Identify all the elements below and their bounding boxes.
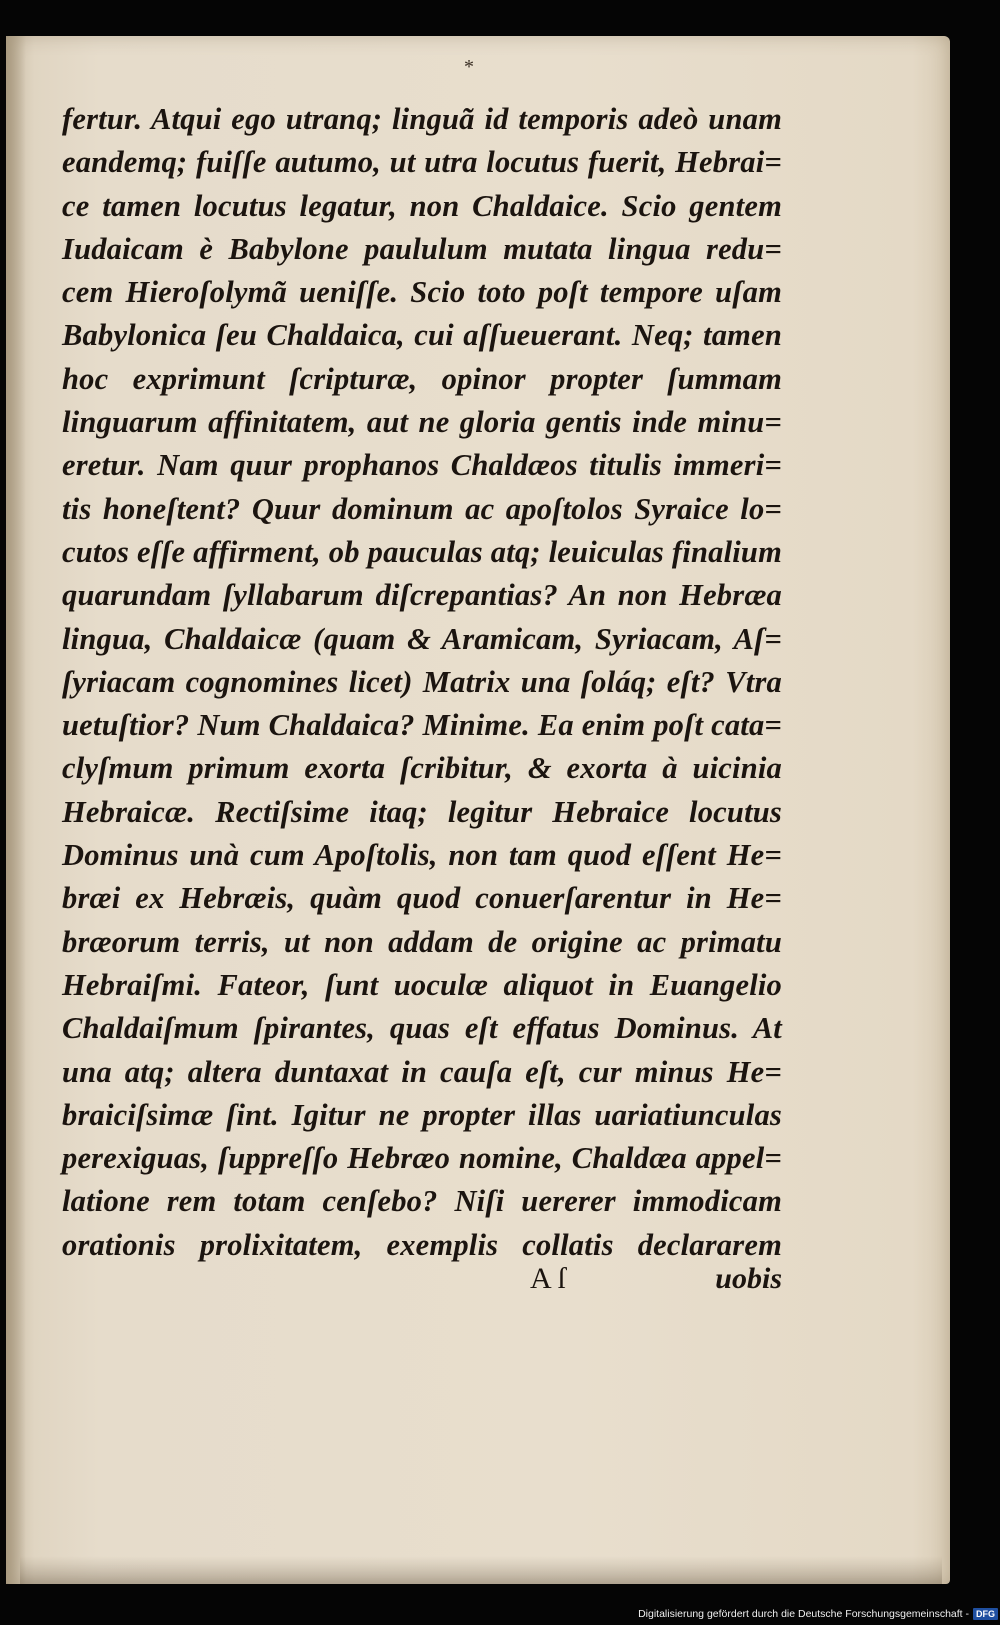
text-line: hoc exprimunt ſcripturæ, opinor propter ſummam <box>62 361 782 396</box>
text-line: clyſmum primum exorta ſcribitur, & exorta à uicinia <box>62 751 782 786</box>
text-line: Iudaicam è Babylone paululum mutata lingua redu= <box>62 231 782 266</box>
text-line: tis honeſtent? Quur dominum ac apoſtolos Syraice lo= <box>62 491 782 526</box>
text-line: linguarum affinitatem, aut ne gloria gentis inde minu= <box>62 405 782 440</box>
text-line: orationis prolixitatem, exemplis collatis declararem <box>62 1227 782 1262</box>
text-line: Babylonica ſeu Chaldaica, cui aſſueuerant. Neq; tamen <box>62 318 782 353</box>
dfg-logo-icon: DFG <box>973 1608 998 1620</box>
text-line: eandemq; fuiſſe autumo, ut utra locutus fuerit, Hebrai= <box>62 145 782 180</box>
text-line: eretur. Nam quur prophanos Chaldæos titulis immeri= <box>62 448 782 483</box>
digitization-credit <box>638 1606 998 1622</box>
text-line: una atq; altera duntaxat in cauſa eſt, cur minus He= <box>62 1054 782 1089</box>
text-line: perexiguas, ſuppreſſo Hebræo nomine, Chaldæa appel= <box>62 1141 782 1176</box>
text-line: ce tamen locutus legatur, non Chaldaice. Scio gentem <box>62 188 782 223</box>
credit-text: Digitalisierung gefördert durch die Deutsche Forschungsgemeinschaft - <box>638 1608 969 1620</box>
text-line: Dominus unà cum Apoſtolis, non tam quod eſſent He= <box>62 838 782 873</box>
text-line: cutos eſſe affirment, ob pauculas atq; leuiculas finalium <box>62 534 782 569</box>
page-text <box>62 98 782 1267</box>
text-line: quarundam ſyllabarum diſcrepantias? An non Hebræa <box>62 578 782 613</box>
text-line: Chaldaiſmum ſpirantes, quas eſt effatus Dominus. At <box>62 1011 782 1046</box>
page-ornament: * <box>464 56 474 78</box>
text-line: ſyriacam cognomines licet) Matrix una ſoláq; eſt? Vtra <box>62 664 782 699</box>
page-footer <box>62 1262 782 1306</box>
text-line: fertur. Atqui ego utranq; linguã id temporis adeò unam <box>62 102 782 136</box>
text-line: latione rem totam cenſebo? Niſi uererer immodicam <box>62 1184 782 1219</box>
text-line: Hebraiſmi. Fateor, ſunt uoculæ aliquot in Euangelio <box>62 967 782 1002</box>
page-bottom-shadow <box>20 1556 942 1584</box>
text-line: Hebraicæ. Rectiſsime itaq; legitur Hebraice locutus <box>62 794 782 829</box>
text-line: uetuſtior? Num Chaldaica? Minime. Ea enim poſt cata= <box>62 708 782 743</box>
text-line: bræorum terris, ut non addam de origine ac primatu <box>62 924 782 959</box>
page-binding-shadow <box>6 36 26 1584</box>
signature-mark: A ſ <box>530 1262 566 1295</box>
text-line: bræi ex Hebræis, quàm quod conuerſarentur in He= <box>62 881 782 916</box>
text-line: cem Hieroſolymã ueniſſe. Scio toto poſt tempore uſam <box>62 275 782 310</box>
text-line: braiciſsimæ ſint. Igitur ne propter illas uariatiunculas <box>62 1097 782 1132</box>
catchword: uobis <box>715 1262 782 1295</box>
text-line: lingua, Chaldaicæ (quam & Aramicam, Syriacam, Aſ= <box>62 621 782 656</box>
